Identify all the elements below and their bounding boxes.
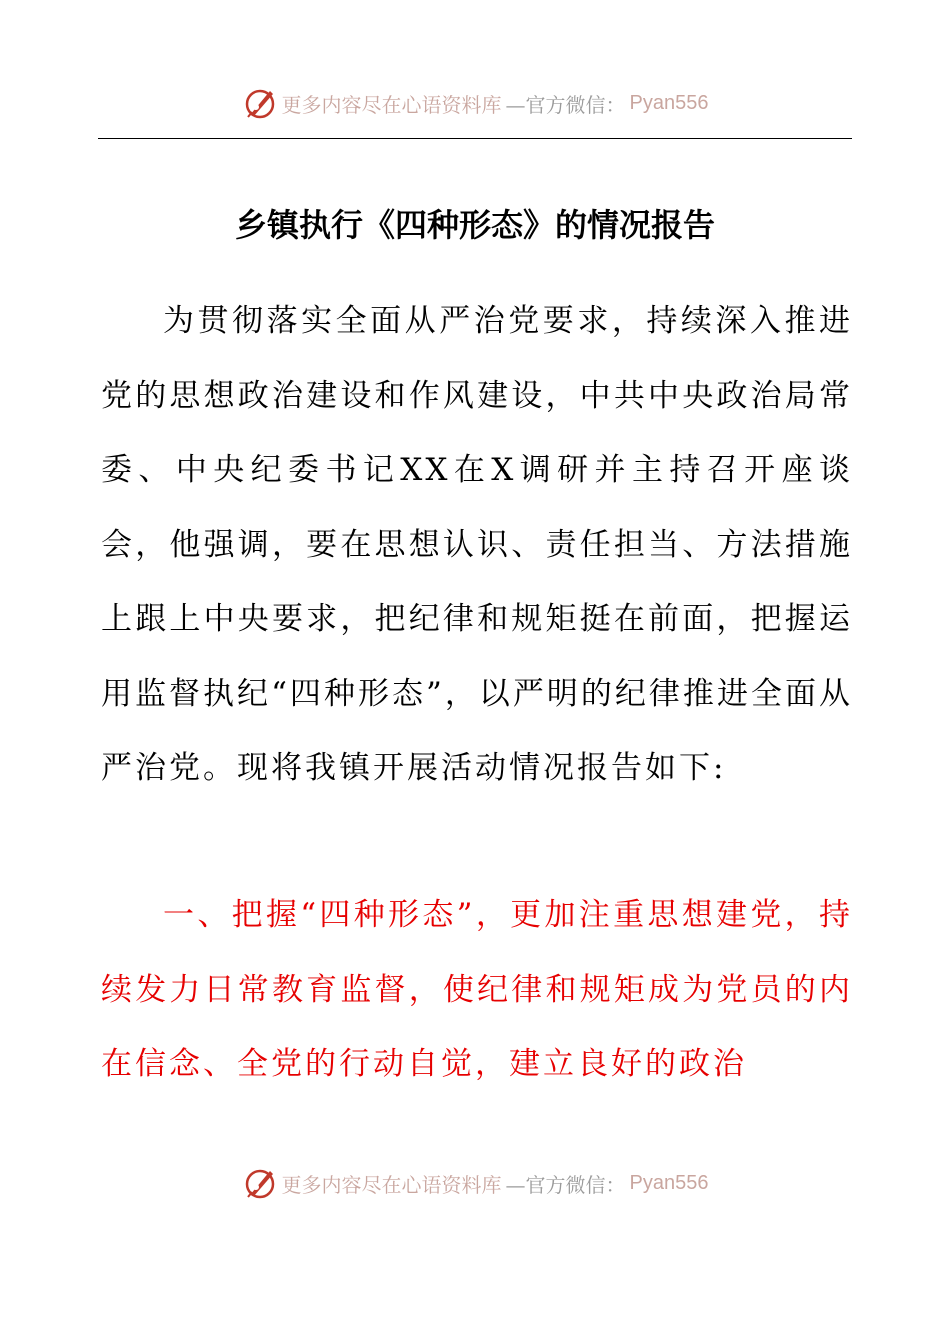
watermark-wechat-id: Pyan556 bbox=[629, 1171, 709, 1194]
body-paragraph-intro: 为贯彻落实全面从严治党要求，持续深入推进党的思想政治建设和作风建设，中共中央政治局常委、中央纪委书记XX在X调研并主持召开座谈会，他强调，要在思想认识、责任担当、方法措施上跟上中央要求，把纪律和规矩挺在前面，把握运用监督执纪“四种形态”，以严明的纪律推进全面从严治党。现将我镇开展活动情况报告如下: bbox=[101, 303, 853, 786]
quill-pen-seal-icon bbox=[242, 85, 278, 121]
quill-pen-seal-icon bbox=[242, 1165, 278, 1201]
watermark-official-label: —官方微信： bbox=[505, 1172, 626, 1197]
header-watermark bbox=[0, 83, 950, 123]
footer-watermark bbox=[0, 1163, 950, 1203]
document-title: 乡镇执行《四种形态》的情况报告 bbox=[234, 206, 715, 244]
watermark-site-name: 更多内容尽在心语资料库 bbox=[281, 1172, 502, 1197]
section-heading-one: 一、把握“四种形态”，更加注重思想建党，持续发力日常教育监督，使纪律和规矩成为党员的内在信念、全党的行动自觉，建立良好的政治 bbox=[101, 897, 853, 1082]
header-divider bbox=[98, 138, 852, 139]
watermark-wechat-id: Pyan556 bbox=[629, 91, 709, 114]
watermark-site-name: 更多内容尽在心语资料库 bbox=[281, 92, 502, 117]
watermark-official-label: —官方微信： bbox=[505, 92, 626, 117]
